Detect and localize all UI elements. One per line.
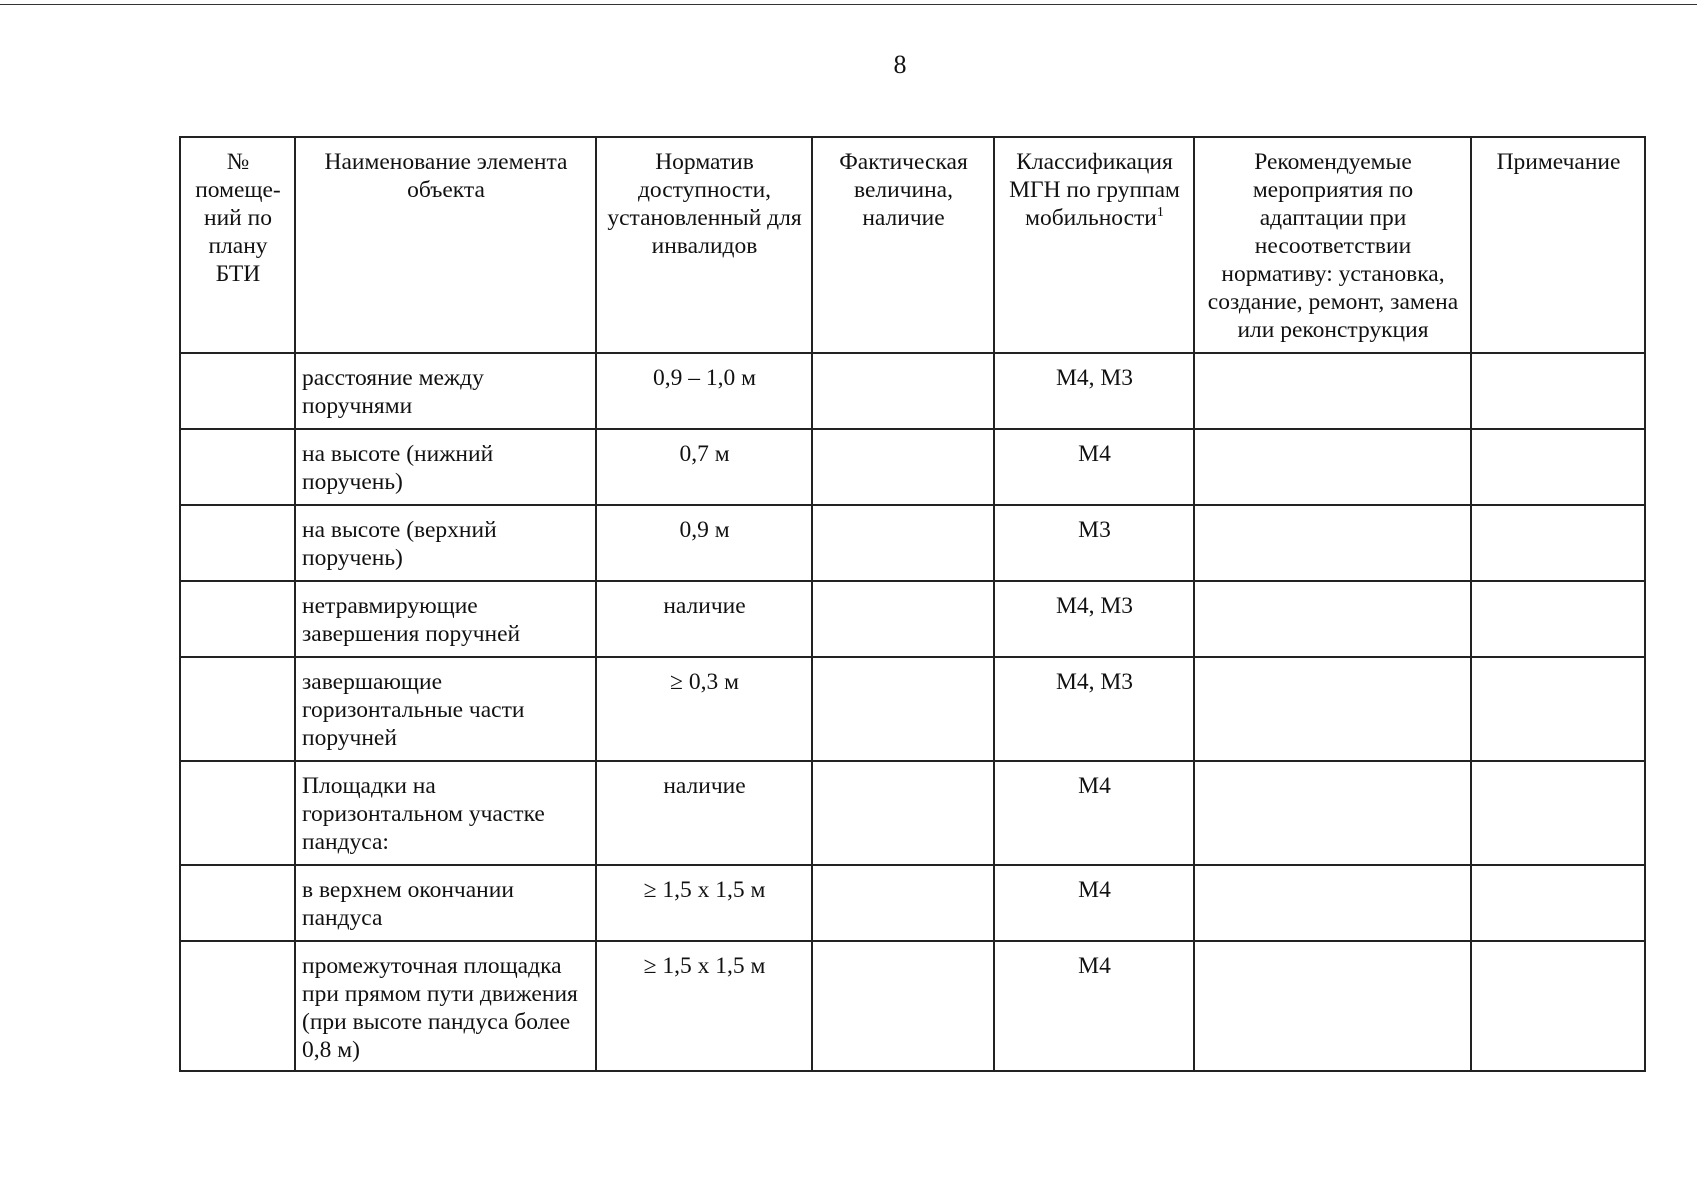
cell-element-name: на высоте (верхний поручень) — [295, 505, 596, 581]
cell-element-name: расстояние между поручнями — [295, 353, 596, 429]
header-row — [180, 137, 1645, 353]
cell-recommended — [1194, 505, 1471, 581]
table-row — [180, 941, 1645, 1071]
table-row — [180, 353, 1645, 429]
cell-recommended — [1194, 865, 1471, 941]
cell-norm: ≥ 1,5 х 1,5 м — [596, 941, 812, 1071]
cell-actual — [812, 505, 994, 581]
cell-actual — [812, 865, 994, 941]
cell-room-no — [180, 353, 295, 429]
cell-recommended — [1194, 353, 1471, 429]
cell-recommended — [1194, 657, 1471, 761]
cell-room-no — [180, 581, 295, 657]
header-classification — [994, 137, 1194, 353]
cell-note — [1471, 429, 1645, 505]
cell-norm: ≥ 0,3 м — [596, 657, 812, 761]
table-row — [180, 657, 1645, 761]
cell-room-no — [180, 429, 295, 505]
table-row — [180, 429, 1645, 505]
cell-note — [1471, 353, 1645, 429]
cell-classification: М4 — [994, 761, 1194, 865]
table-body — [180, 353, 1645, 1071]
table-header — [180, 137, 1645, 353]
cell-element-name: промежуточная площадка при прямом пути движения (при высоте пандуса более 0,8 м) — [295, 941, 596, 1071]
cell-note — [1471, 505, 1645, 581]
cell-actual — [812, 353, 994, 429]
cell-classification: М3 — [994, 505, 1194, 581]
cell-note — [1471, 581, 1645, 657]
cell-note — [1471, 657, 1645, 761]
cell-classification: М4, М3 — [994, 353, 1194, 429]
cell-recommended — [1194, 581, 1471, 657]
cell-classification: М4 — [994, 429, 1194, 505]
header-norm: Норматив доступности, установленный для инвалидов — [596, 137, 812, 353]
cell-element-name: Площадки на горизонтальном участке пандуса: — [295, 761, 596, 865]
table-row — [180, 505, 1645, 581]
table-row — [180, 761, 1645, 865]
header-note: Примечание — [1471, 137, 1645, 353]
cell-room-no — [180, 865, 295, 941]
cell-room-no — [180, 941, 295, 1071]
cell-classification: М4, М3 — [994, 581, 1194, 657]
cell-classification: М4 — [994, 865, 1194, 941]
cell-element-name: завершающие горизонтальные части поручней — [295, 657, 596, 761]
accessibility-table — [179, 136, 1646, 1072]
footnote-marker: 1 — [1156, 205, 1164, 221]
cell-norm: наличие — [596, 581, 812, 657]
cell-room-no — [180, 657, 295, 761]
cell-norm: 0,9 – 1,0 м — [596, 353, 812, 429]
cell-element-name: на высоте (нижний поручень) — [295, 429, 596, 505]
top-rule — [0, 4, 1697, 5]
header-room-no: № помеще-ний по плану БТИ — [180, 137, 295, 353]
table-row — [180, 581, 1645, 657]
cell-classification: М4, М3 — [994, 657, 1194, 761]
cell-element-name: нетравмирующие завершения поручней — [295, 581, 596, 657]
cell-actual — [812, 429, 994, 505]
cell-norm: наличие — [596, 761, 812, 865]
cell-note — [1471, 761, 1645, 865]
header-actual: Фактическая величина, наличие — [812, 137, 994, 353]
cell-note — [1471, 941, 1645, 1071]
cell-recommended — [1194, 941, 1471, 1071]
header-element-name: Наименование элемента объекта — [295, 137, 596, 353]
cell-actual — [812, 941, 994, 1071]
cell-note — [1471, 865, 1645, 941]
cell-room-no — [180, 505, 295, 581]
cell-actual — [812, 657, 994, 761]
cell-recommended — [1194, 761, 1471, 865]
header-classification-label: Классификация МГН по группам мобильности — [1009, 149, 1180, 231]
cell-norm: 0,9 м — [596, 505, 812, 581]
cell-classification: М4 — [994, 941, 1194, 1071]
page-number: 8 — [893, 50, 907, 79]
cell-norm: ≥ 1,5 х 1,5 м — [596, 865, 812, 941]
cell-recommended — [1194, 429, 1471, 505]
cell-element-name: в верхнем окончании пандуса — [295, 865, 596, 941]
cell-room-no — [180, 761, 295, 865]
header-recommended: Рекомендуемые мероприятия по адаптации при несоответствии нормативу: установка, создание, ремонт, замена или реконструкция — [1194, 137, 1471, 353]
cell-norm: 0,7 м — [596, 429, 812, 505]
table-row — [180, 865, 1645, 941]
cell-actual — [812, 761, 994, 865]
cell-actual — [812, 581, 994, 657]
